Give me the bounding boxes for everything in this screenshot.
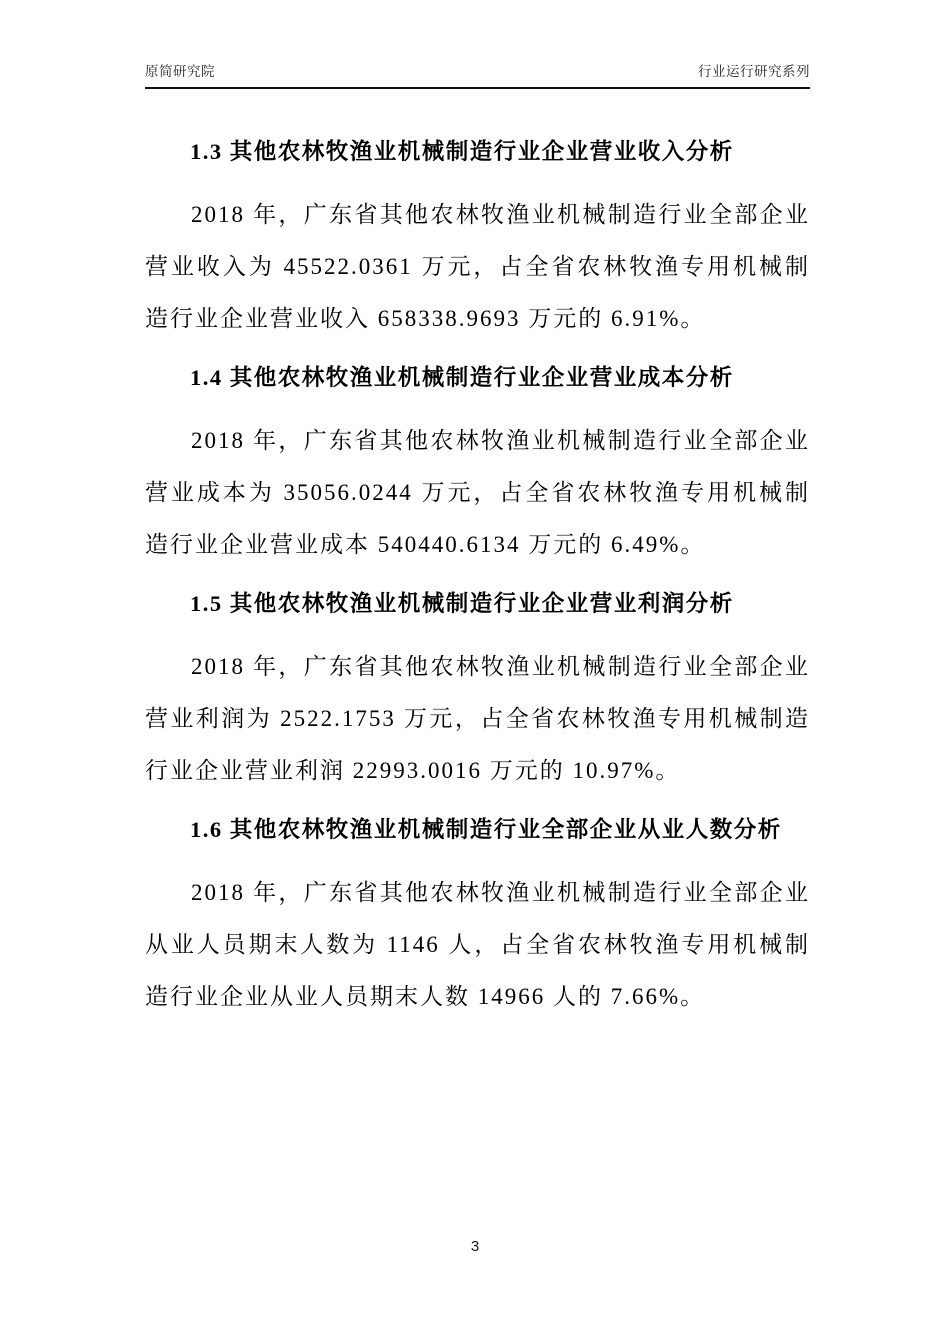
section-1-6 [145, 807, 810, 1023]
section-1-3 [145, 129, 810, 345]
section-1-5 [145, 581, 810, 797]
page-number: 3 [470, 1238, 480, 1255]
section-1-4 [145, 355, 810, 571]
section-heading: 1.3 其他农林牧渔业机械制造行业企业营业收入分析 [190, 139, 734, 164]
page-footer [0, 1238, 950, 1255]
header-right-series-title: 行业运行研究系列 [698, 64, 810, 79]
section-heading: 1.4 其他农林牧渔业机械制造行业企业营业成本分析 [190, 365, 734, 390]
header-left-publisher: 原简研究院 [145, 64, 215, 79]
section-heading: 1.6 其他农林牧渔业机械制造行业全部企业从业人数分析 [190, 817, 782, 842]
section-paragraph: 2018 年，广东省其他农林牧渔业机械制造行业全部企业营业收入为 45522.0361 万元，占全省农林牧渔专用机械制造行业企业营业收入 658338.9693 万元的 6.91%。 [145, 202, 810, 331]
section-paragraph: 2018 年，广东省其他农林牧渔业机械制造行业全部企业从业人员期末人数为 1146 人，占全省农林牧渔专用机械制造行业企业从业人员期末人数 14966 人的 7.66%。 [145, 880, 810, 1009]
section-paragraph: 2018 年，广东省其他农林牧渔业机械制造行业全部企业营业成本为 35056.0244 万元，占全省农林牧渔专用机械制造行业企业营业成本 540440.6134 万元的 6.49%。 [145, 428, 810, 557]
section-heading: 1.5 其他农林牧渔业机械制造行业企业营业利润分析 [190, 591, 734, 616]
section-paragraph: 2018 年，广东省其他农林牧渔业机械制造行业全部企业营业利润为 2522.1753 万元，占全省农林牧渔专用机械制造行业企业营业利润 22993.0016 万元的 10.97%。 [145, 654, 810, 783]
document-body [145, 119, 810, 1023]
page-header [145, 60, 810, 89]
